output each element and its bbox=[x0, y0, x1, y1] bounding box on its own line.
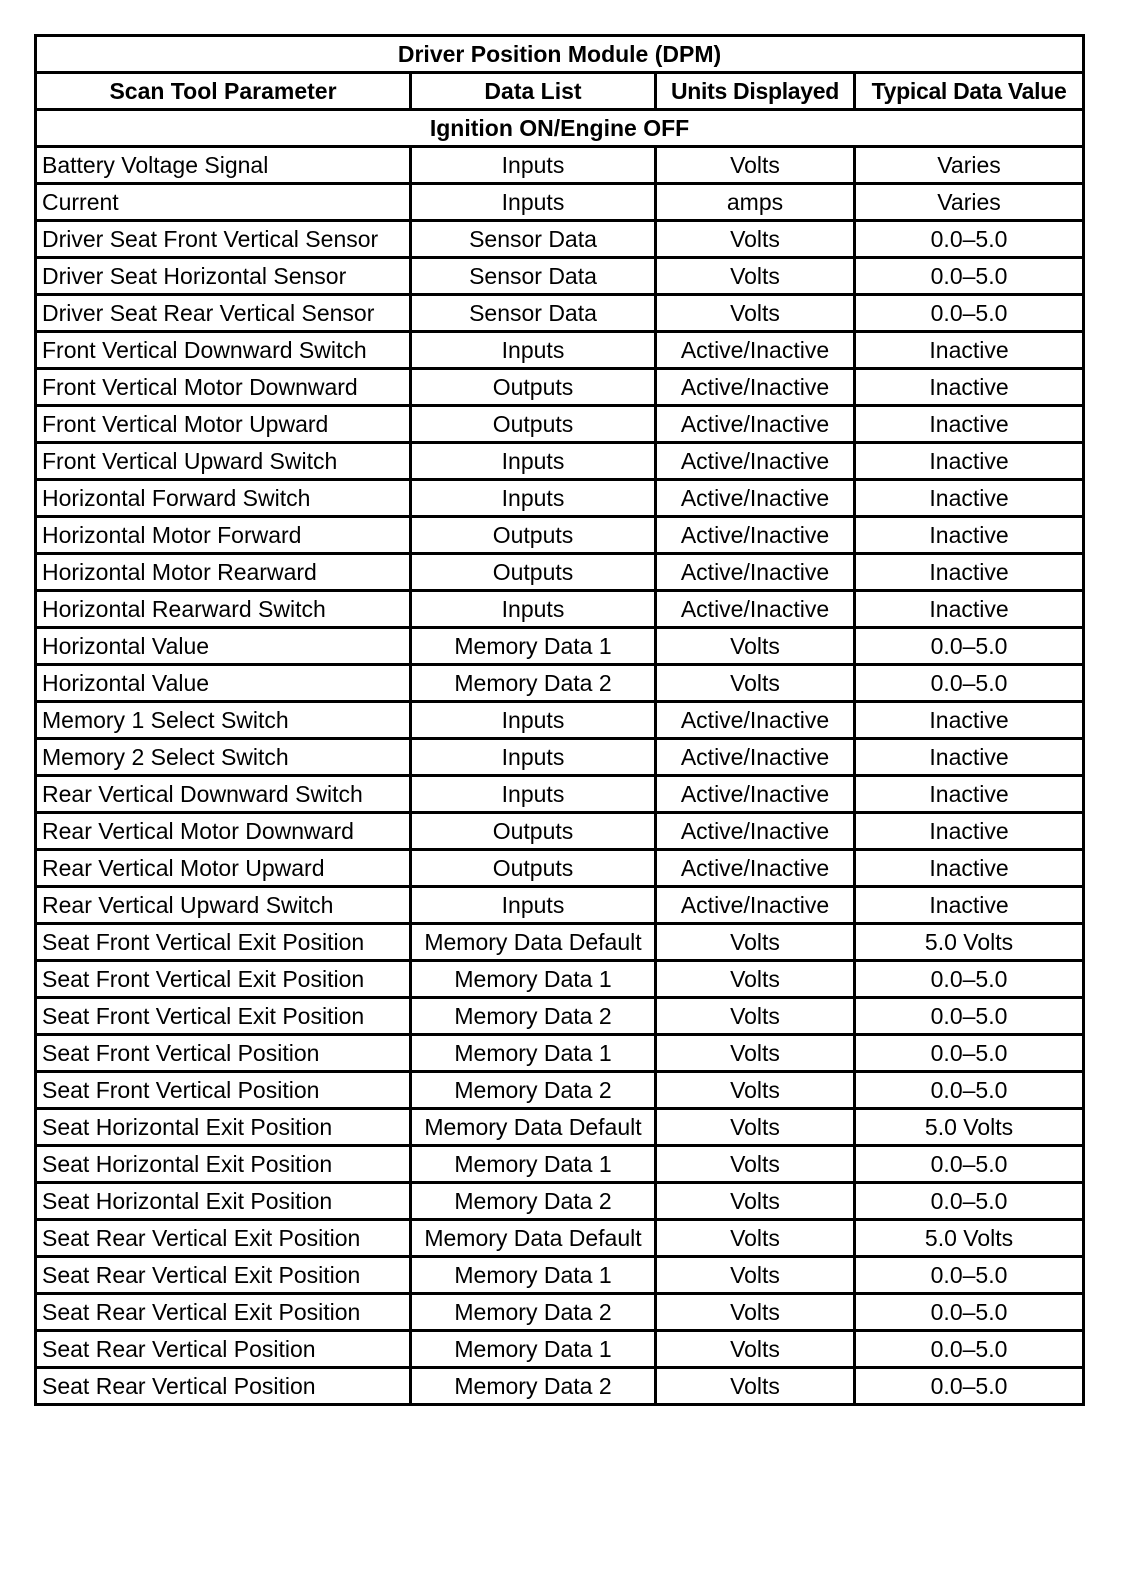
cell-units: Volts bbox=[656, 1368, 855, 1405]
cell-data-list: Inputs bbox=[411, 480, 656, 517]
cell-data-list: Memory Data 1 bbox=[411, 961, 656, 998]
cell-data-list: Inputs bbox=[411, 702, 656, 739]
cell-typical-value: 0.0–5.0 bbox=[855, 628, 1084, 665]
table-header-row bbox=[36, 73, 1084, 110]
header-data-list: Data List bbox=[411, 73, 656, 110]
cell-typical-value: 0.0–5.0 bbox=[855, 1146, 1084, 1183]
cell-typical-value: Inactive bbox=[855, 406, 1084, 443]
table-row bbox=[36, 221, 1084, 258]
cell-data-list: Inputs bbox=[411, 147, 656, 184]
cell-data-list: Inputs bbox=[411, 332, 656, 369]
cell-data-list: Sensor Data bbox=[411, 258, 656, 295]
table-row bbox=[36, 702, 1084, 739]
cell-typical-value: 0.0–5.0 bbox=[855, 1257, 1084, 1294]
table-row bbox=[36, 295, 1084, 332]
cell-parameter: Seat Horizontal Exit Position bbox=[36, 1183, 411, 1220]
cell-units: Volts bbox=[656, 961, 855, 998]
header-typical-data-value: Typical Data Value bbox=[855, 73, 1084, 110]
cell-parameter: Front Vertical Downward Switch bbox=[36, 332, 411, 369]
cell-typical-value: 0.0–5.0 bbox=[855, 221, 1084, 258]
header-scan-tool-parameter: Scan Tool Parameter bbox=[36, 73, 411, 110]
cell-typical-value: Inactive bbox=[855, 776, 1084, 813]
cell-parameter: Seat Front Vertical Position bbox=[36, 1072, 411, 1109]
cell-parameter: Front Vertical Motor Upward bbox=[36, 406, 411, 443]
cell-units: Volts bbox=[656, 1072, 855, 1109]
cell-units: Volts bbox=[656, 1109, 855, 1146]
cell-typical-value: Inactive bbox=[855, 480, 1084, 517]
cell-data-list: Inputs bbox=[411, 887, 656, 924]
cell-units: Volts bbox=[656, 258, 855, 295]
cell-typical-value: 0.0–5.0 bbox=[855, 1294, 1084, 1331]
cell-data-list: Memory Data 2 bbox=[411, 1368, 656, 1405]
cell-data-list: Outputs bbox=[411, 369, 656, 406]
cell-units: Active/Inactive bbox=[656, 813, 855, 850]
cell-typical-value: Varies bbox=[855, 184, 1084, 221]
table-row bbox=[36, 850, 1084, 887]
cell-units: Active/Inactive bbox=[656, 406, 855, 443]
cell-typical-value: Varies bbox=[855, 147, 1084, 184]
cell-parameter: Seat Horizontal Exit Position bbox=[36, 1146, 411, 1183]
cell-units: Active/Inactive bbox=[656, 443, 855, 480]
cell-typical-value: Inactive bbox=[855, 702, 1084, 739]
cell-units: Volts bbox=[656, 924, 855, 961]
cell-units: Active/Inactive bbox=[656, 702, 855, 739]
cell-parameter: Rear Vertical Motor Upward bbox=[36, 850, 411, 887]
cell-parameter: Seat Rear Vertical Position bbox=[36, 1368, 411, 1405]
header-units-displayed: Units Displayed bbox=[656, 73, 855, 110]
cell-data-list: Inputs bbox=[411, 184, 656, 221]
table-row bbox=[36, 369, 1084, 406]
cell-parameter: Seat Front Vertical Position bbox=[36, 1035, 411, 1072]
table-row bbox=[36, 443, 1084, 480]
cell-units: Active/Inactive bbox=[656, 554, 855, 591]
cell-data-list: Outputs bbox=[411, 554, 656, 591]
cell-parameter: Memory 2 Select Switch bbox=[36, 739, 411, 776]
cell-typical-value: Inactive bbox=[855, 554, 1084, 591]
cell-parameter: Seat Front Vertical Exit Position bbox=[36, 924, 411, 961]
cell-typical-value: 0.0–5.0 bbox=[855, 1035, 1084, 1072]
cell-units: Volts bbox=[656, 1257, 855, 1294]
cell-data-list: Memory Data 2 bbox=[411, 665, 656, 702]
cell-typical-value: Inactive bbox=[855, 443, 1084, 480]
section-row bbox=[36, 110, 1084, 147]
cell-data-list: Inputs bbox=[411, 443, 656, 480]
cell-units: Volts bbox=[656, 998, 855, 1035]
table-row bbox=[36, 776, 1084, 813]
cell-data-list: Memory Data 2 bbox=[411, 1183, 656, 1220]
cell-data-list: Memory Data Default bbox=[411, 1109, 656, 1146]
cell-data-list: Memory Data 2 bbox=[411, 998, 656, 1035]
table-row bbox=[36, 924, 1084, 961]
table-row bbox=[36, 998, 1084, 1035]
cell-typical-value: 0.0–5.0 bbox=[855, 1183, 1084, 1220]
cell-data-list: Outputs bbox=[411, 517, 656, 554]
table-row bbox=[36, 554, 1084, 591]
cell-units: Volts bbox=[656, 1331, 855, 1368]
cell-typical-value: 0.0–5.0 bbox=[855, 998, 1084, 1035]
cell-parameter: Horizontal Forward Switch bbox=[36, 480, 411, 517]
table-row bbox=[36, 591, 1084, 628]
cell-data-list: Sensor Data bbox=[411, 221, 656, 258]
document-sheet bbox=[34, 34, 1082, 1406]
cell-parameter: Horizontal Rearward Switch bbox=[36, 591, 411, 628]
cell-typical-value: 5.0 Volts bbox=[855, 924, 1084, 961]
cell-data-list: Memory Data 1 bbox=[411, 1257, 656, 1294]
cell-units: Active/Inactive bbox=[656, 332, 855, 369]
cell-data-list: Inputs bbox=[411, 591, 656, 628]
cell-data-list: Outputs bbox=[411, 850, 656, 887]
table-row bbox=[36, 1257, 1084, 1294]
cell-data-list: Memory Data 2 bbox=[411, 1072, 656, 1109]
cell-data-list: Sensor Data bbox=[411, 295, 656, 332]
table-row bbox=[36, 332, 1084, 369]
cell-parameter: Seat Rear Vertical Exit Position bbox=[36, 1220, 411, 1257]
cell-units: Active/Inactive bbox=[656, 591, 855, 628]
cell-parameter: Horizontal Value bbox=[36, 665, 411, 702]
table-row bbox=[36, 628, 1084, 665]
table-body bbox=[36, 110, 1084, 1405]
cell-parameter: Front Vertical Upward Switch bbox=[36, 443, 411, 480]
cell-data-list: Memory Data 1 bbox=[411, 1146, 656, 1183]
cell-units: Active/Inactive bbox=[656, 480, 855, 517]
table-row bbox=[36, 961, 1084, 998]
cell-parameter: Horizontal Motor Rearward bbox=[36, 554, 411, 591]
cell-parameter: Seat Rear Vertical Exit Position bbox=[36, 1294, 411, 1331]
cell-data-list: Outputs bbox=[411, 813, 656, 850]
cell-units: Active/Inactive bbox=[656, 517, 855, 554]
cell-units: Volts bbox=[656, 1294, 855, 1331]
table-title-row bbox=[36, 36, 1084, 73]
cell-typical-value: 0.0–5.0 bbox=[855, 1368, 1084, 1405]
cell-data-list: Memory Data Default bbox=[411, 1220, 656, 1257]
cell-data-list: Memory Data Default bbox=[411, 924, 656, 961]
table-row bbox=[36, 184, 1084, 221]
cell-data-list: Inputs bbox=[411, 776, 656, 813]
table-row bbox=[36, 887, 1084, 924]
cell-typical-value: Inactive bbox=[855, 369, 1084, 406]
table-row bbox=[36, 517, 1084, 554]
table-row bbox=[36, 1072, 1084, 1109]
cell-units: Volts bbox=[656, 1035, 855, 1072]
cell-units: Volts bbox=[656, 295, 855, 332]
cell-units: Volts bbox=[656, 147, 855, 184]
cell-parameter: Rear Vertical Upward Switch bbox=[36, 887, 411, 924]
cell-typical-value: 0.0–5.0 bbox=[855, 258, 1084, 295]
table-row bbox=[36, 1331, 1084, 1368]
cell-units: Volts bbox=[656, 1146, 855, 1183]
cell-parameter: Driver Seat Horizontal Sensor bbox=[36, 258, 411, 295]
cell-typical-value: 0.0–5.0 bbox=[855, 295, 1084, 332]
table-row bbox=[36, 1294, 1084, 1331]
cell-typical-value: 5.0 Volts bbox=[855, 1109, 1084, 1146]
cell-typical-value: Inactive bbox=[855, 850, 1084, 887]
cell-typical-value: Inactive bbox=[855, 517, 1084, 554]
cell-units: Active/Inactive bbox=[656, 369, 855, 406]
cell-parameter: Driver Seat Rear Vertical Sensor bbox=[36, 295, 411, 332]
table-title: Driver Position Module (DPM) bbox=[36, 36, 1084, 73]
cell-units: Active/Inactive bbox=[656, 887, 855, 924]
cell-parameter: Seat Rear Vertical Exit Position bbox=[36, 1257, 411, 1294]
cell-typical-value: 0.0–5.0 bbox=[855, 665, 1084, 702]
table-row bbox=[36, 813, 1084, 850]
cell-parameter: Battery Voltage Signal bbox=[36, 147, 411, 184]
cell-units: Volts bbox=[656, 1220, 855, 1257]
table-row bbox=[36, 258, 1084, 295]
cell-typical-value: Inactive bbox=[855, 739, 1084, 776]
cell-data-list: Memory Data 1 bbox=[411, 1331, 656, 1368]
cell-parameter: Current bbox=[36, 184, 411, 221]
cell-typical-value: 0.0–5.0 bbox=[855, 1072, 1084, 1109]
cell-typical-value: Inactive bbox=[855, 813, 1084, 850]
table-row bbox=[36, 1183, 1084, 1220]
cell-parameter: Horizontal Motor Forward bbox=[36, 517, 411, 554]
cell-typical-value: 0.0–5.0 bbox=[855, 1331, 1084, 1368]
cell-typical-value: Inactive bbox=[855, 887, 1084, 924]
cell-data-list: Memory Data 2 bbox=[411, 1294, 656, 1331]
cell-typical-value: 0.0–5.0 bbox=[855, 961, 1084, 998]
cell-parameter: Driver Seat Front Vertical Sensor bbox=[36, 221, 411, 258]
cell-typical-value: 5.0 Volts bbox=[855, 1220, 1084, 1257]
cell-parameter: Memory 1 Select Switch bbox=[36, 702, 411, 739]
table-row bbox=[36, 739, 1084, 776]
cell-parameter: Rear Vertical Downward Switch bbox=[36, 776, 411, 813]
cell-units: Active/Inactive bbox=[656, 850, 855, 887]
cell-parameter: Rear Vertical Motor Downward bbox=[36, 813, 411, 850]
cell-units: Active/Inactive bbox=[656, 776, 855, 813]
cell-data-list: Memory Data 1 bbox=[411, 1035, 656, 1072]
table-row bbox=[36, 1109, 1084, 1146]
cell-parameter: Seat Front Vertical Exit Position bbox=[36, 961, 411, 998]
section-heading: Ignition ON/Engine OFF bbox=[36, 110, 1084, 147]
cell-data-list: Memory Data 1 bbox=[411, 628, 656, 665]
cell-data-list: Inputs bbox=[411, 739, 656, 776]
cell-parameter: Seat Front Vertical Exit Position bbox=[36, 998, 411, 1035]
cell-units: Active/Inactive bbox=[656, 739, 855, 776]
table-row bbox=[36, 480, 1084, 517]
cell-units: Volts bbox=[656, 665, 855, 702]
table-row bbox=[36, 406, 1084, 443]
cell-parameter: Seat Horizontal Exit Position bbox=[36, 1109, 411, 1146]
cell-parameter: Front Vertical Motor Downward bbox=[36, 369, 411, 406]
cell-parameter: Horizontal Value bbox=[36, 628, 411, 665]
table-row bbox=[36, 1035, 1084, 1072]
cell-parameter: Seat Rear Vertical Position bbox=[36, 1331, 411, 1368]
cell-units: Volts bbox=[656, 1183, 855, 1220]
table-row bbox=[36, 1146, 1084, 1183]
cell-units: Volts bbox=[656, 221, 855, 258]
table-row bbox=[36, 147, 1084, 184]
cell-typical-value: Inactive bbox=[855, 332, 1084, 369]
table-row bbox=[36, 1220, 1084, 1257]
cell-typical-value: Inactive bbox=[855, 591, 1084, 628]
cell-units: amps bbox=[656, 184, 855, 221]
dpm-data-table bbox=[34, 34, 1085, 1406]
table-row bbox=[36, 1368, 1084, 1405]
cell-data-list: Outputs bbox=[411, 406, 656, 443]
cell-units: Volts bbox=[656, 628, 855, 665]
table-row bbox=[36, 665, 1084, 702]
